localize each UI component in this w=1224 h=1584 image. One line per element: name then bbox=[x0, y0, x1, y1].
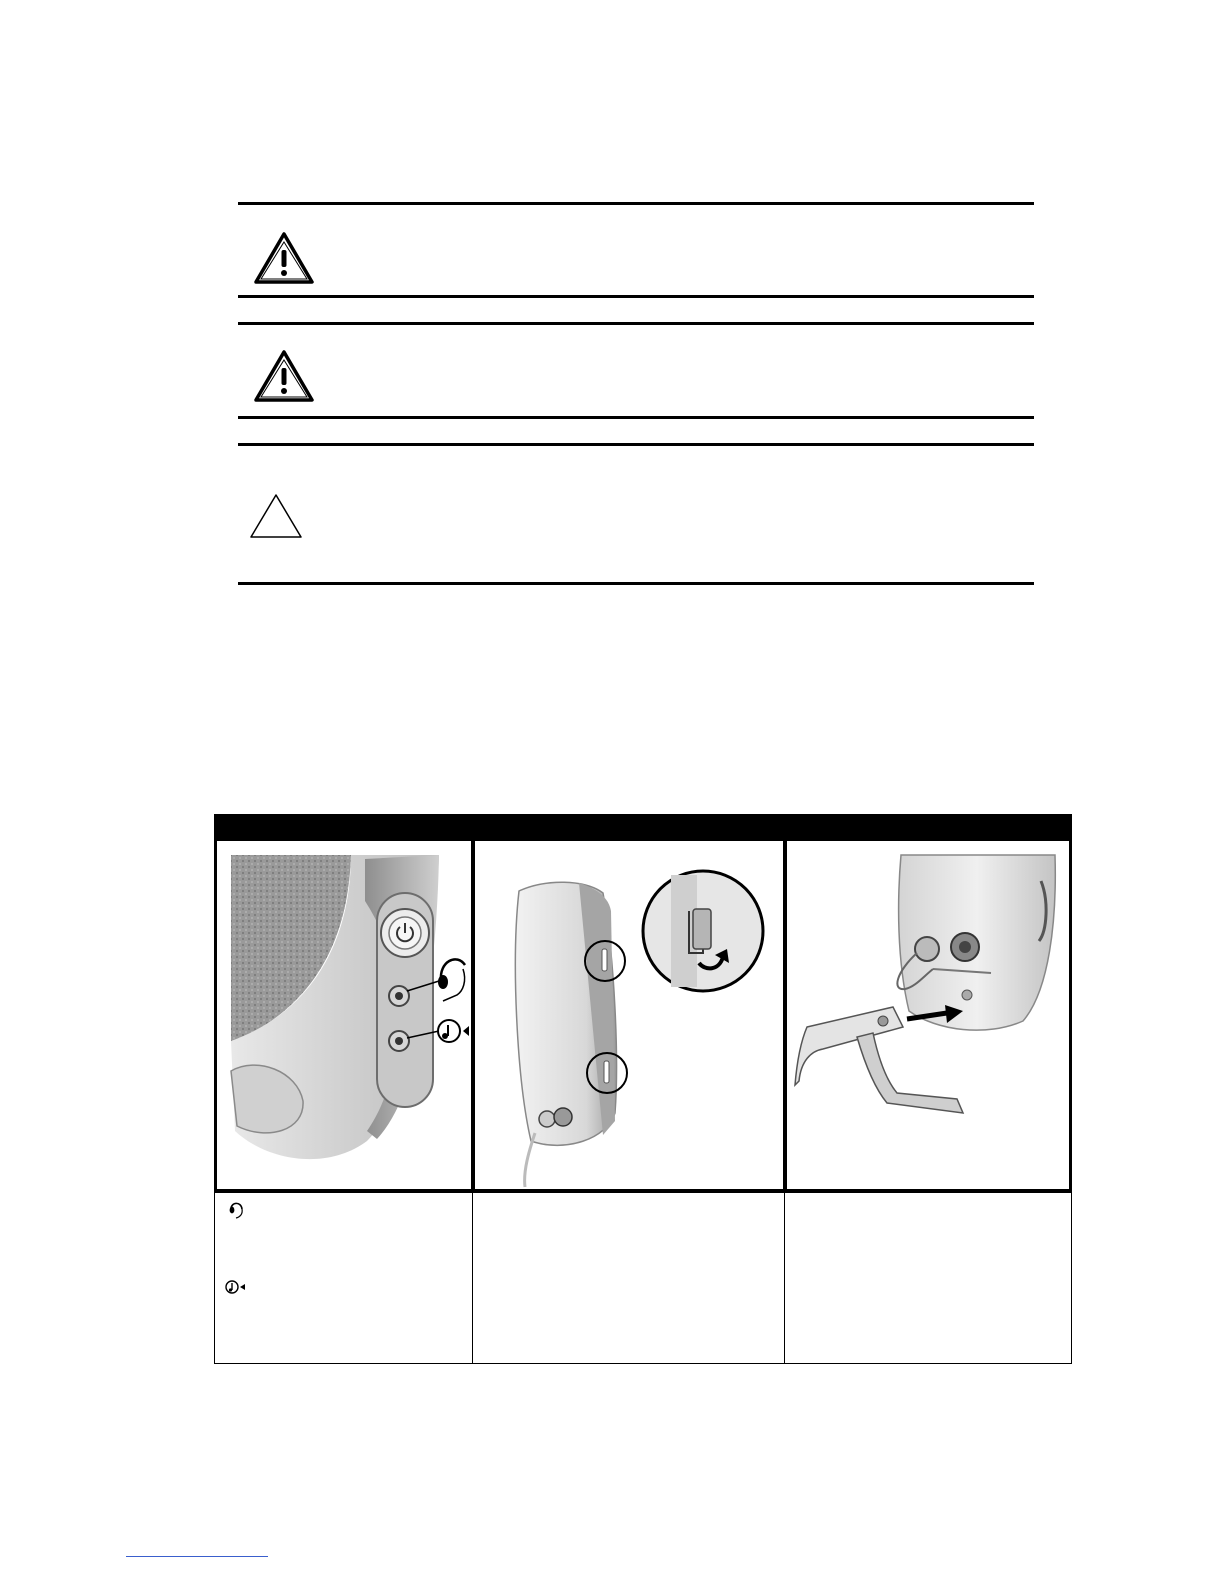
figure-header-bar bbox=[214, 814, 1072, 838]
caution-icon bbox=[248, 492, 304, 542]
notice-1-top-rule bbox=[238, 202, 1034, 205]
notice-3-top-rule bbox=[238, 443, 1034, 446]
panel-side-mounting-slots bbox=[472, 838, 786, 1192]
headphone-icon bbox=[223, 1199, 247, 1219]
caption-cell-stand-attach bbox=[785, 1193, 1073, 1363]
audio-in-icon bbox=[223, 1277, 247, 1297]
slot-detail-callout bbox=[643, 871, 763, 991]
footnote-separator bbox=[126, 1556, 268, 1557]
notice-2-bottom-rule bbox=[238, 416, 1034, 419]
caption-cell-side-mounting-slots bbox=[473, 1193, 785, 1363]
figure-caption-row bbox=[214, 1192, 1072, 1364]
caption-cell-front-controls bbox=[215, 1193, 473, 1363]
notice-2-top-rule bbox=[238, 322, 1034, 325]
power-button-icon bbox=[381, 909, 429, 957]
notice-3-bottom-rule bbox=[238, 582, 1034, 585]
panel-stand-attach bbox=[784, 838, 1072, 1192]
panel-front-controls bbox=[214, 838, 474, 1192]
speaker-setup-figure bbox=[214, 814, 1072, 1364]
warning-icon bbox=[252, 230, 316, 286]
warning-icon bbox=[252, 348, 316, 404]
notice-1-bottom-rule bbox=[238, 295, 1034, 298]
